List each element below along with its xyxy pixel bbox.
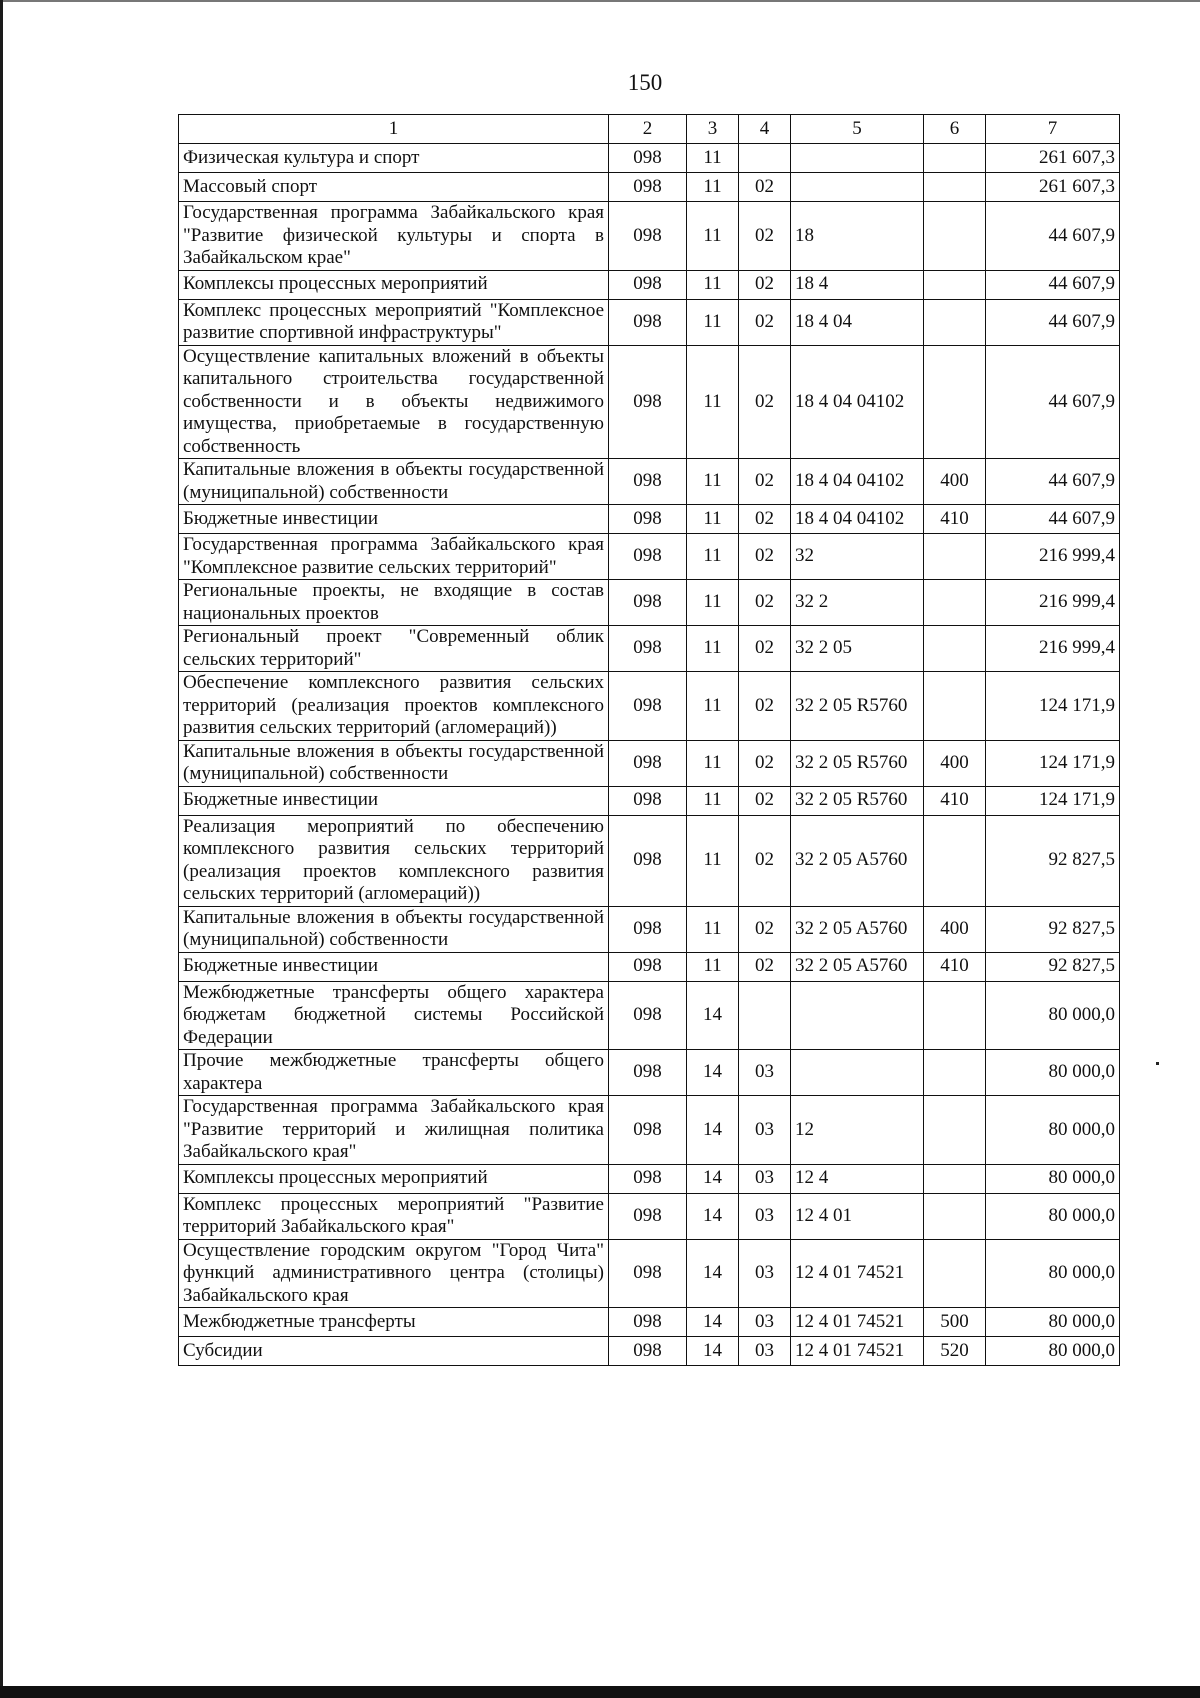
subsection-code-cell: 02 <box>739 299 791 345</box>
subsection-code-cell: 03 <box>739 1337 791 1366</box>
table-row <box>179 1164 1120 1193</box>
section-code-cell: 11 <box>687 672 739 741</box>
budget-table <box>178 114 1120 1366</box>
row-name-cell: Государственная программа Забайкальского края "Комплексное развитие сельских территорий" <box>179 534 609 580</box>
ministry-code-cell: 098 <box>609 981 687 1050</box>
subsection-code-cell: 02 <box>739 173 791 202</box>
target-article-cell: 32 2 05 R5760 <box>791 672 924 741</box>
target-article-cell: 32 2 05 R5760 <box>791 740 924 786</box>
expense-type-cell <box>924 1193 986 1239</box>
expense-type-cell <box>924 270 986 299</box>
subsection-code-cell: 02 <box>739 672 791 741</box>
target-article-cell: 12 4 01 74521 <box>791 1239 924 1308</box>
amount-cell: 92 827,5 <box>986 815 1120 906</box>
ministry-code-cell: 098 <box>609 1050 687 1096</box>
section-code-cell: 11 <box>687 505 739 534</box>
expense-type-cell <box>924 672 986 741</box>
ministry-code-cell: 098 <box>609 906 687 952</box>
expense-type-cell: 410 <box>924 786 986 815</box>
table-row <box>179 952 1120 981</box>
target-article-cell: 18 4 04 04102 <box>791 345 924 459</box>
expense-type-cell: 400 <box>924 740 986 786</box>
table-row <box>179 981 1120 1050</box>
subsection-code-cell: 03 <box>739 1193 791 1239</box>
table-row <box>179 1050 1120 1096</box>
row-name-cell: Капитальные вложения в объекты государственной (муниципальной) собственности <box>179 740 609 786</box>
expense-type-cell <box>924 1239 986 1308</box>
ministry-code-cell: 098 <box>609 1096 687 1165</box>
subsection-code-cell: 02 <box>739 270 791 299</box>
expense-type-cell: 400 <box>924 906 986 952</box>
subsection-code-cell: 02 <box>739 626 791 672</box>
ministry-code-cell: 098 <box>609 534 687 580</box>
table-row <box>179 906 1120 952</box>
amount-cell: 124 171,9 <box>986 786 1120 815</box>
amount-cell: 216 999,4 <box>986 626 1120 672</box>
amount-cell: 80 000,0 <box>986 1050 1120 1096</box>
ministry-code-cell: 098 <box>609 952 687 981</box>
section-code-cell: 11 <box>687 173 739 202</box>
amount-cell: 80 000,0 <box>986 1308 1120 1337</box>
section-code-cell: 11 <box>687 202 739 271</box>
amount-cell: 80 000,0 <box>986 1239 1120 1308</box>
scan-speck <box>1156 1062 1159 1065</box>
amount-cell: 80 000,0 <box>986 1164 1120 1193</box>
section-code-cell: 11 <box>687 345 739 459</box>
ministry-code-cell: 098 <box>609 1337 687 1366</box>
table-row <box>179 459 1120 505</box>
ministry-code-cell: 098 <box>609 580 687 626</box>
section-code-cell: 14 <box>687 1308 739 1337</box>
target-article-cell <box>791 1050 924 1096</box>
row-name-cell: Комплексы процессных мероприятий <box>179 270 609 299</box>
section-code-cell: 14 <box>687 1239 739 1308</box>
expense-type-cell: 500 <box>924 1308 986 1337</box>
target-article-cell: 32 2 05 R5760 <box>791 786 924 815</box>
target-article-cell: 18 4 04 04102 <box>791 505 924 534</box>
section-code-cell: 14 <box>687 1050 739 1096</box>
scan-edge-left <box>0 0 3 1698</box>
amount-cell: 124 171,9 <box>986 672 1120 741</box>
amount-cell: 124 171,9 <box>986 740 1120 786</box>
ministry-code-cell: 098 <box>609 173 687 202</box>
ministry-code-cell: 098 <box>609 202 687 271</box>
subsection-code-cell: 03 <box>739 1308 791 1337</box>
table-row <box>179 534 1120 580</box>
section-code-cell: 11 <box>687 299 739 345</box>
table-row <box>179 202 1120 271</box>
expense-type-cell <box>924 1164 986 1193</box>
amount-cell: 216 999,4 <box>986 534 1120 580</box>
subsection-code-cell: 02 <box>739 534 791 580</box>
amount-cell: 92 827,5 <box>986 952 1120 981</box>
subsection-code-cell: 03 <box>739 1239 791 1308</box>
expense-type-cell <box>924 299 986 345</box>
table-row <box>179 270 1120 299</box>
subsection-code-cell: 02 <box>739 202 791 271</box>
target-article-cell <box>791 981 924 1050</box>
page-number: 150 <box>627 70 663 95</box>
ministry-code-cell: 098 <box>609 299 687 345</box>
section-code-cell: 11 <box>687 786 739 815</box>
column-header: 2 <box>609 115 687 144</box>
section-code-cell: 11 <box>687 580 739 626</box>
ministry-code-cell: 098 <box>609 740 687 786</box>
table-row <box>179 786 1120 815</box>
target-article-cell: 12 4 01 74521 <box>791 1337 924 1366</box>
row-name-cell: Межбюджетные трансферты общего характера бюджетам бюджетной системы Российской Федерации <box>179 981 609 1050</box>
expense-type-cell: 410 <box>924 952 986 981</box>
row-name-cell: Капитальные вложения в объекты государственной (муниципальной) собственности <box>179 906 609 952</box>
table-row <box>179 505 1120 534</box>
subsection-code-cell <box>739 981 791 1050</box>
target-article-cell: 18 <box>791 202 924 271</box>
section-code-cell: 14 <box>687 1096 739 1165</box>
section-code-cell: 11 <box>687 459 739 505</box>
amount-cell: 44 607,9 <box>986 299 1120 345</box>
ministry-code-cell: 098 <box>609 626 687 672</box>
subsection-code-cell: 02 <box>739 505 791 534</box>
expense-type-cell <box>924 580 986 626</box>
amount-cell: 261 607,3 <box>986 144 1120 173</box>
amount-cell: 80 000,0 <box>986 981 1120 1050</box>
row-name-cell: Осуществление капитальных вложений в объекты капитального строительства государственной собственности и в объекты недвижимого имущества, приобретаемые в государственную собственность <box>179 345 609 459</box>
amount-cell: 80 000,0 <box>986 1337 1120 1366</box>
expense-type-cell <box>924 144 986 173</box>
expense-type-cell <box>924 1096 986 1165</box>
target-article-cell: 32 2 05 A5760 <box>791 952 924 981</box>
expense-type-cell <box>924 202 986 271</box>
section-code-cell: 14 <box>687 1164 739 1193</box>
row-name-cell: Комплекс процессных мероприятий "Развитие территорий Забайкальского края" <box>179 1193 609 1239</box>
row-name-cell: Капитальные вложения в объекты государственной (муниципальной) собственности <box>179 459 609 505</box>
subsection-code-cell <box>739 144 791 173</box>
column-header: 7 <box>986 115 1120 144</box>
row-name-cell: Физическая культура и спорт <box>179 144 609 173</box>
section-code-cell: 11 <box>687 740 739 786</box>
table-row <box>179 144 1120 173</box>
row-name-cell: Осуществление городским округом "Город Чита" функций административного центра (столицы) Забайкальского края <box>179 1239 609 1308</box>
ministry-code-cell: 098 <box>609 270 687 299</box>
expense-type-cell: 400 <box>924 459 986 505</box>
target-article-cell: 12 4 01 74521 <box>791 1308 924 1337</box>
section-code-cell: 11 <box>687 144 739 173</box>
section-code-cell: 11 <box>687 952 739 981</box>
subsection-code-cell: 02 <box>739 740 791 786</box>
target-article-cell: 32 2 05 A5760 <box>791 906 924 952</box>
row-name-cell: Межбюджетные трансферты <box>179 1308 609 1337</box>
subsection-code-cell: 03 <box>739 1050 791 1096</box>
ministry-code-cell: 098 <box>609 1308 687 1337</box>
table-row <box>179 626 1120 672</box>
amount-cell: 44 607,9 <box>986 459 1120 505</box>
target-article-cell: 12 4 01 <box>791 1193 924 1239</box>
target-article-cell <box>791 144 924 173</box>
target-article-cell: 32 2 05 <box>791 626 924 672</box>
section-code-cell: 14 <box>687 1193 739 1239</box>
amount-cell: 44 607,9 <box>986 345 1120 459</box>
row-name-cell: Реализация мероприятий по обеспечению комплексного развития сельских территорий (реализация проектов комплексного развития сельских территорий (агломераций)) <box>179 815 609 906</box>
ministry-code-cell: 098 <box>609 144 687 173</box>
amount-cell: 261 607,3 <box>986 173 1120 202</box>
ministry-code-cell: 098 <box>609 786 687 815</box>
subsection-code-cell: 03 <box>739 1096 791 1165</box>
column-header: 3 <box>687 115 739 144</box>
ministry-code-cell: 098 <box>609 505 687 534</box>
row-name-cell: Комплекс процессных мероприятий "Комплексное развитие спортивной инфраструктуры" <box>179 299 609 345</box>
row-name-cell: Региональный проект "Современный облик сельских территорий" <box>179 626 609 672</box>
table-row <box>179 580 1120 626</box>
table-row <box>179 345 1120 459</box>
table-row <box>179 1308 1120 1337</box>
section-code-cell: 11 <box>687 270 739 299</box>
expense-type-cell: 520 <box>924 1337 986 1366</box>
table-row <box>179 1239 1120 1308</box>
subsection-code-cell: 02 <box>739 906 791 952</box>
row-name-cell: Бюджетные инвестиции <box>179 786 609 815</box>
column-header: 5 <box>791 115 924 144</box>
row-name-cell: Государственная программа Забайкальского края "Развитие физической культуры и спорта в Забайкальском крае" <box>179 202 609 271</box>
row-name-cell: Массовый спорт <box>179 173 609 202</box>
expense-type-cell: 410 <box>924 505 986 534</box>
section-code-cell: 14 <box>687 981 739 1050</box>
row-name-cell: Региональные проекты, не входящие в состав национальных проектов <box>179 580 609 626</box>
target-article-cell: 18 4 04 04102 <box>791 459 924 505</box>
subsection-code-cell: 03 <box>739 1164 791 1193</box>
ministry-code-cell: 098 <box>609 1193 687 1239</box>
table-row <box>179 1096 1120 1165</box>
table-row <box>179 740 1120 786</box>
column-header: 1 <box>179 115 609 144</box>
target-article-cell: 18 4 04 <box>791 299 924 345</box>
ministry-code-cell: 098 <box>609 459 687 505</box>
subsection-code-cell: 02 <box>739 459 791 505</box>
row-name-cell: Бюджетные инвестиции <box>179 505 609 534</box>
row-name-cell: Прочие межбюджетные трансферты общего характера <box>179 1050 609 1096</box>
expense-type-cell <box>924 815 986 906</box>
subsection-code-cell: 02 <box>739 580 791 626</box>
table-body <box>179 115 1120 1366</box>
expense-type-cell <box>924 534 986 580</box>
section-code-cell: 11 <box>687 626 739 672</box>
amount-cell: 44 607,9 <box>986 202 1120 271</box>
target-article-cell: 32 <box>791 534 924 580</box>
table-header-row <box>179 115 1120 144</box>
amount-cell: 44 607,9 <box>986 270 1120 299</box>
table-row <box>179 299 1120 345</box>
subsection-code-cell: 02 <box>739 952 791 981</box>
section-code-cell: 11 <box>687 534 739 580</box>
column-header: 4 <box>739 115 791 144</box>
expense-type-cell <box>924 981 986 1050</box>
ministry-code-cell: 098 <box>609 345 687 459</box>
amount-cell: 216 999,4 <box>986 580 1120 626</box>
target-article-cell: 12 <box>791 1096 924 1165</box>
subsection-code-cell: 02 <box>739 786 791 815</box>
amount-cell: 80 000,0 <box>986 1193 1120 1239</box>
target-article-cell: 18 4 <box>791 270 924 299</box>
section-code-cell: 11 <box>687 906 739 952</box>
row-name-cell: Бюджетные инвестиции <box>179 952 609 981</box>
target-article-cell: 12 4 <box>791 1164 924 1193</box>
subsection-code-cell: 02 <box>739 815 791 906</box>
expense-type-cell <box>924 626 986 672</box>
expense-type-cell <box>924 345 986 459</box>
amount-cell: 80 000,0 <box>986 1096 1120 1165</box>
expense-type-cell <box>924 173 986 202</box>
scan-edge-bottom <box>0 1686 1200 1698</box>
row-name-cell: Субсидии <box>179 1337 609 1366</box>
row-name-cell: Обеспечение комплексного развития сельских территорий (реализация проектов комплексного развития сельских территорий (агломераций)) <box>179 672 609 741</box>
table-row <box>179 815 1120 906</box>
section-code-cell: 14 <box>687 1337 739 1366</box>
amount-cell: 44 607,9 <box>986 505 1120 534</box>
target-article-cell: 32 2 05 A5760 <box>791 815 924 906</box>
row-name-cell: Государственная программа Забайкальского края "Развитие территорий и жилищная политика Забайкальского края" <box>179 1096 609 1165</box>
scan-edge-top <box>0 0 1200 2</box>
table-row <box>179 1337 1120 1366</box>
ministry-code-cell: 098 <box>609 1239 687 1308</box>
ministry-code-cell: 098 <box>609 1164 687 1193</box>
table-row <box>179 1193 1120 1239</box>
section-code-cell: 11 <box>687 815 739 906</box>
row-name-cell: Комплексы процессных мероприятий <box>179 1164 609 1193</box>
target-article-cell: 32 2 <box>791 580 924 626</box>
table-row <box>179 173 1120 202</box>
amount-cell: 92 827,5 <box>986 906 1120 952</box>
ministry-code-cell: 098 <box>609 672 687 741</box>
subsection-code-cell: 02 <box>739 345 791 459</box>
expense-type-cell <box>924 1050 986 1096</box>
target-article-cell <box>791 173 924 202</box>
table-row <box>179 672 1120 741</box>
ministry-code-cell: 098 <box>609 815 687 906</box>
column-header: 6 <box>924 115 986 144</box>
